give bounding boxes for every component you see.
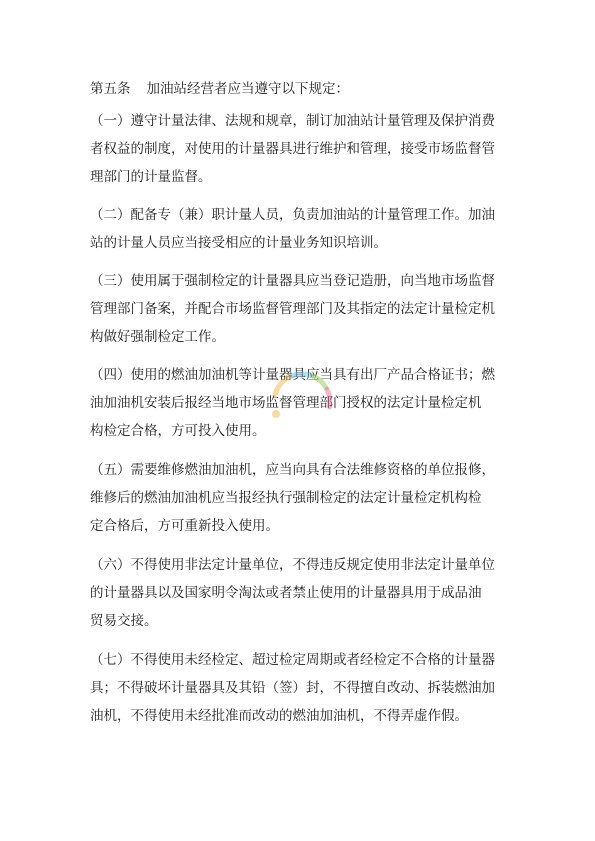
- clause-line: （三）使用属于强制检定的计量器具应当登记造册，向当地市场监督: [90, 273, 495, 289]
- clause-line: 构检定合格，方可投入使用。: [90, 423, 266, 439]
- clause-1: [90, 107, 510, 191]
- clause-line: 维修后的燃油加油机应当报经执行强制检定的法定计量检定机构检: [90, 490, 482, 506]
- article-heading: 加油站经营者应当遵守以下规定：: [146, 81, 349, 97]
- clause-line: （七）不得使用未经检定、超过检定周期或者经检定不合格的计量器: [90, 652, 495, 668]
- clause-line: 油加油机安装后报经当地市场监督管理部门授权的法定计量检定机: [90, 395, 482, 411]
- clause-line: 管理部门备案，并配合市场监督管理部门及其指定的法定计量检定机: [90, 301, 495, 317]
- clause-line: 的计量器具以及国家明令淘汰或者禁止使用的计量器具用于成品油: [90, 585, 482, 601]
- clause-4: [90, 361, 510, 445]
- clause-line: 具；不得破坏计量器具及其铅（签）封，不得擅自改动、拆装燃油加: [90, 680, 495, 696]
- clause-7: [90, 646, 510, 730]
- clause-3: [90, 267, 510, 351]
- clause-line: 理部门的计量监督。: [90, 169, 212, 185]
- clause-6: [90, 551, 510, 635]
- clause-line: 构做好强制检定工作。: [90, 329, 225, 345]
- clause-5: [90, 456, 510, 540]
- clause-line: （二）配备专（兼）职计量人员，负责加油站的计量管理工作。加油: [90, 207, 495, 223]
- article-title: [90, 79, 349, 99]
- clause-line: （五）需要维修燃油加油机，应当向具有合法维修资格的单位报修，: [90, 462, 495, 478]
- article-number: 第五条: [90, 81, 131, 97]
- clause-line: 者权益的制度，对使用的计量器具进行维护和管理，接受市场监督管: [90, 141, 495, 157]
- clause-2: [90, 201, 510, 257]
- clause-line: （四）使用的燃油加油机等计量器具应当具有出厂产品合格证书；燃: [90, 367, 495, 383]
- clause-line: （一）遵守计量法律、法规和规章，制订加油站计量管理及保护消费: [90, 113, 495, 129]
- clause-line: （六）不得使用非法定计量单位，不得违反规定使用非法定计量单位: [90, 557, 495, 573]
- clause-line: 定合格后，方可重新投入使用。: [90, 518, 279, 534]
- clause-line: 站的计量人员应当接受相应的计量业务知识培训。: [90, 235, 387, 251]
- clause-line: 油机，不得使用未经批准而改动的燃油加油机，不得弄虚作假。: [90, 708, 468, 724]
- clause-line: 贸易交接。: [90, 613, 158, 629]
